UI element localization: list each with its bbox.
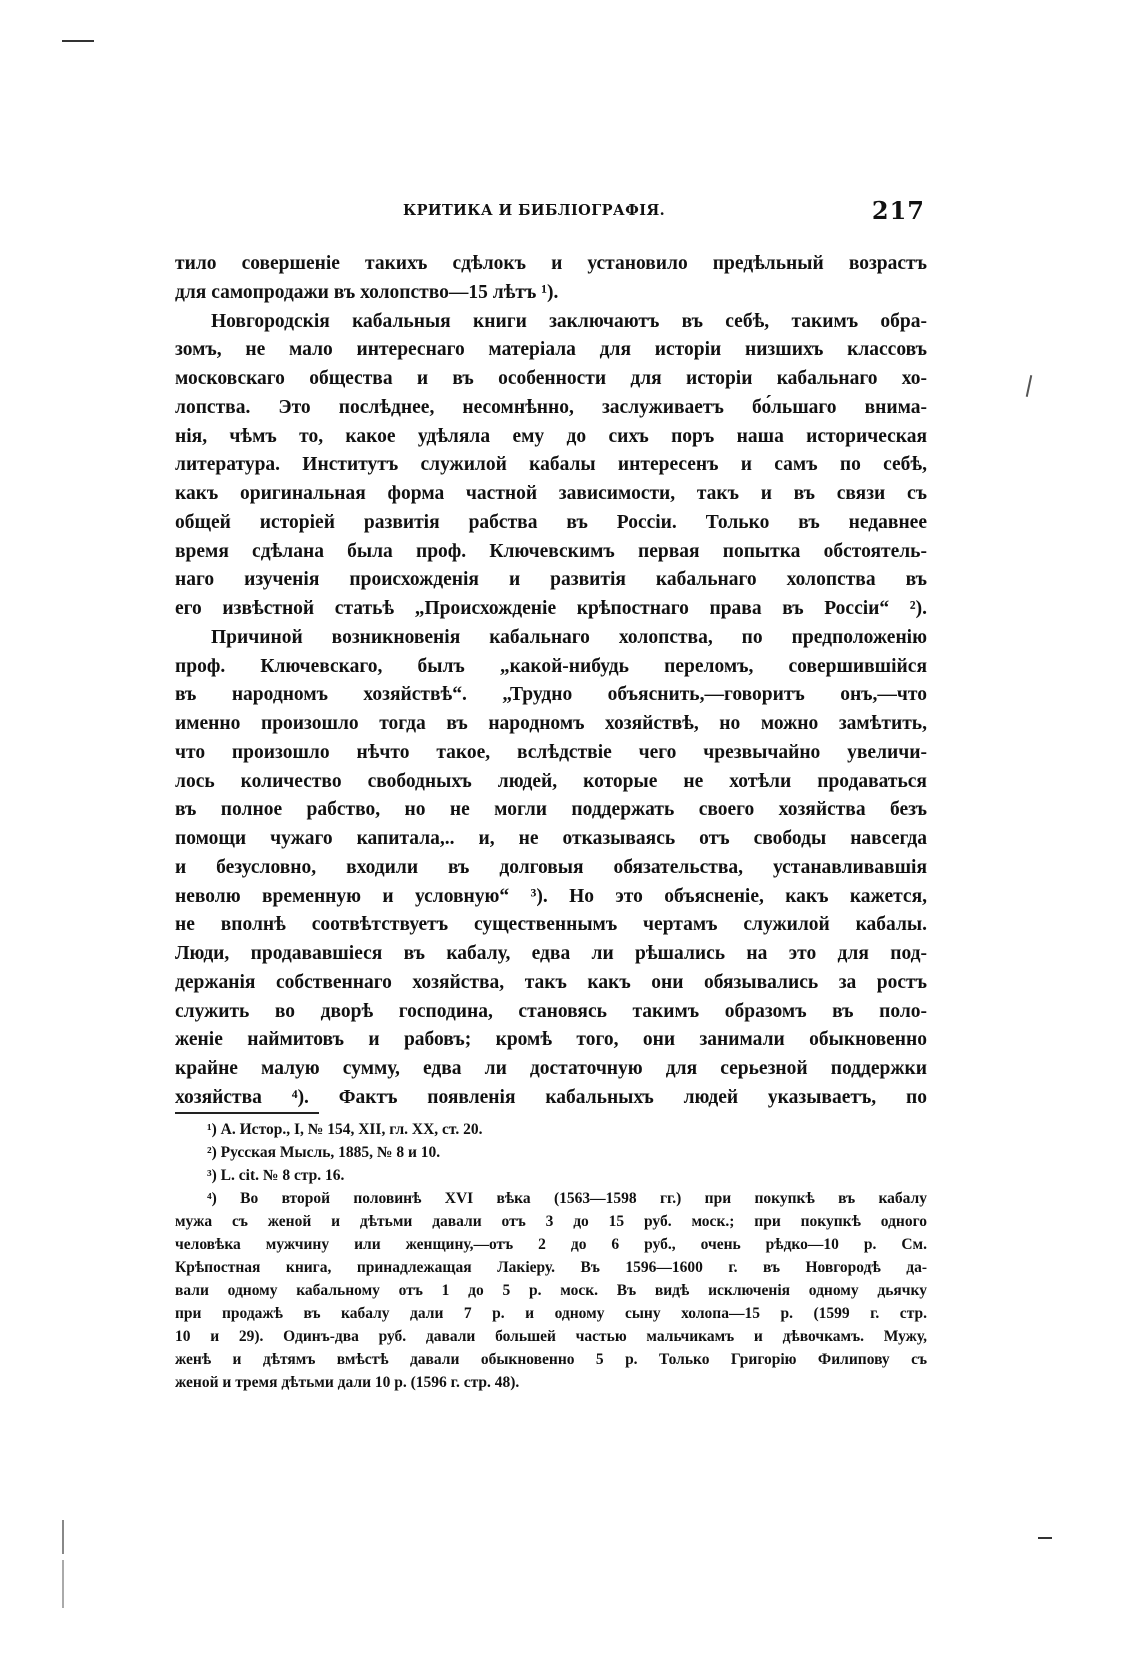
footnote-line: человѣка мужчину или женщину,—отъ 2 до 6 руб., очень рѣдко—10 р. См. [175,1236,927,1253]
scan-mark-bottom-left-2 [62,1560,64,1608]
body-line: лось количество свободныхъ людей, которые не хотѣли продаваться [175,770,927,792]
footnotes [175,1118,927,1394]
body-line: женіе наймитовъ и рабовъ; кромѣ того, они занимали обыкновенно [175,1029,927,1051]
body-line: Люди, продававшіеся въ кабалу, едва ли рѣшались на это для под- [175,943,927,964]
footnote-line: ¹) А. Истор., I, № 154, XII, гл. XX, ст. 20. [207,1121,483,1138]
scan-mark-top-left [62,40,94,42]
page-number: 217 [871,196,925,225]
footnote-line: ²) Русская Мысль, 1885, № 8 и 10. [207,1144,441,1161]
body-line: время сдѣлана была проф. Ключевскимъ первая попытка обстоятель- [175,540,927,562]
body-line: въ народномъ хозяйствѣ“. „Трудно объяснить,—говоритъ онъ,—что [175,684,927,706]
footnote-line: ⁴) Во второй половинѣ XVI вѣка (1563—1598 гг.) при покупкѣ въ кабалу [207,1190,927,1207]
body-line: тило совершеніе такихъ сдѣлокъ и установило предѣльный возрастъ [175,253,927,274]
body-line: лопства. Это послѣднее, несомнѣнно, заслуживаетъ бо́льшаго внима- [175,396,927,418]
body-line: нія, чѣмъ то, какое удѣляла ему до сихъ поръ наша историческая [175,425,927,447]
body-line: проф. Ключевскаго, былъ „какой-нибудь переломъ, совершившійся [175,655,927,677]
scan-mark-right [1026,375,1033,397]
body-line: въ полное рабство, но не могли поддержать своего хозяйства безъ [175,799,927,821]
footnote-line: женѣ и дѣтямъ вмѣстѣ давали обыкновенно 5 р. Только Григорію Филипову съ [175,1351,927,1368]
body-line: и безусловно, входили въ долговыя обязательства, устанавливавшія [175,856,927,878]
body-line: хозяйства ⁴). Фактъ появленія кабальныхъ людей указываетъ, по [175,1086,927,1108]
body-line: Новгородскія кабальныя книги заключаютъ въ себѣ, такимъ обра- [211,310,927,332]
running-header [173,196,925,230]
body-line: московскаго общества и въ особенности для исторіи кабальнаго хо- [175,368,927,389]
body-line: именно произошло тогда въ народномъ хозяйствѣ, но можно замѣтить, [175,713,927,734]
footnote-rule [175,1112,319,1114]
body-line: литература. Институтъ служилой кабалы интересенъ и самъ по себѣ, [175,454,927,476]
body-line: общей исторіей развитія рабства въ Россіи. Только въ недавнее [175,511,927,533]
footnote-line: женой и тремя дѣтьми дали 10 р. (1596 г. стр. 48). [175,1374,520,1391]
body-line: не вполнѣ соотвѣтствуетъ существеннымъ чертамъ служилой кабалы. [175,914,927,936]
body-line: неволю временную и условную“ ³). Но это объясненіе, какъ кажется, [175,885,927,907]
footnote-line: вали одному кабальному отъ 1 до 5 р. моск. Въ видѣ исключенія одному дьячку [175,1282,927,1299]
body-line: зомъ, не мало интереснаго матеріала для исторіи низшихъ классовъ [175,339,927,361]
body-line: держанія собственнаго хозяйства, такъ какъ они обязывались за ростъ [175,971,927,993]
body-line: какъ оригинальная форма частной зависимости, такъ и въ связи съ [175,483,927,504]
body-line: что произошло нѣчто такое, вслѣдствіе чего чрезвычайно увеличи- [175,741,927,763]
body-line: его извѣстной статьѣ „Происхожденіе крѣпостнаго права въ Россіи“ ²). [175,598,927,619]
footnote-line: 10 и 29). Одинъ-два руб. давали большей частью мальчикамъ и дѣвочкамъ. Мужу, [175,1328,927,1345]
body-line: Причиной возникновенія кабальнаго холопства, по предположенію [211,626,927,648]
body-line: помощи чужаго капитала,.. и, не отказываясь отъ свободы навсегда [175,828,927,849]
body-line: для самопродажи въ холопство—15 лѣтъ ¹). [175,281,559,303]
body-line: служить во дворѣ господина, становясь такимъ образомъ въ поло- [175,1000,927,1022]
body-text [175,250,927,1113]
footnote-line: ³) L. cit. № 8 стр. 16. [207,1167,345,1184]
body-line: крайне малую сумму, едва ли достаточную для серьезной поддержки [175,1058,927,1079]
scan-mark-bottom-right [1038,1537,1052,1539]
footnote-line: Крѣпостная книга, принадлежащая Лакіеру. Въ 1596—1600 г. въ Новгородѣ да- [175,1259,927,1276]
footnote-line: при продажѣ въ кабалу дали 7 р. и одному сыну холопа—15 р. (1599 г. стр. [175,1305,927,1322]
footnote-line: мужа съ женой и дѣтьми давали отъ 3 до 15 руб. моск.; при покупкѣ одного [175,1213,927,1230]
running-title: КРИТИКА И БИБЛІОГРАФІЯ. [403,202,666,219]
body-line: наго изученія происхожденія и развитія кабальнаго холопства въ [175,569,927,591]
scan-mark-bottom-left [62,1520,64,1554]
